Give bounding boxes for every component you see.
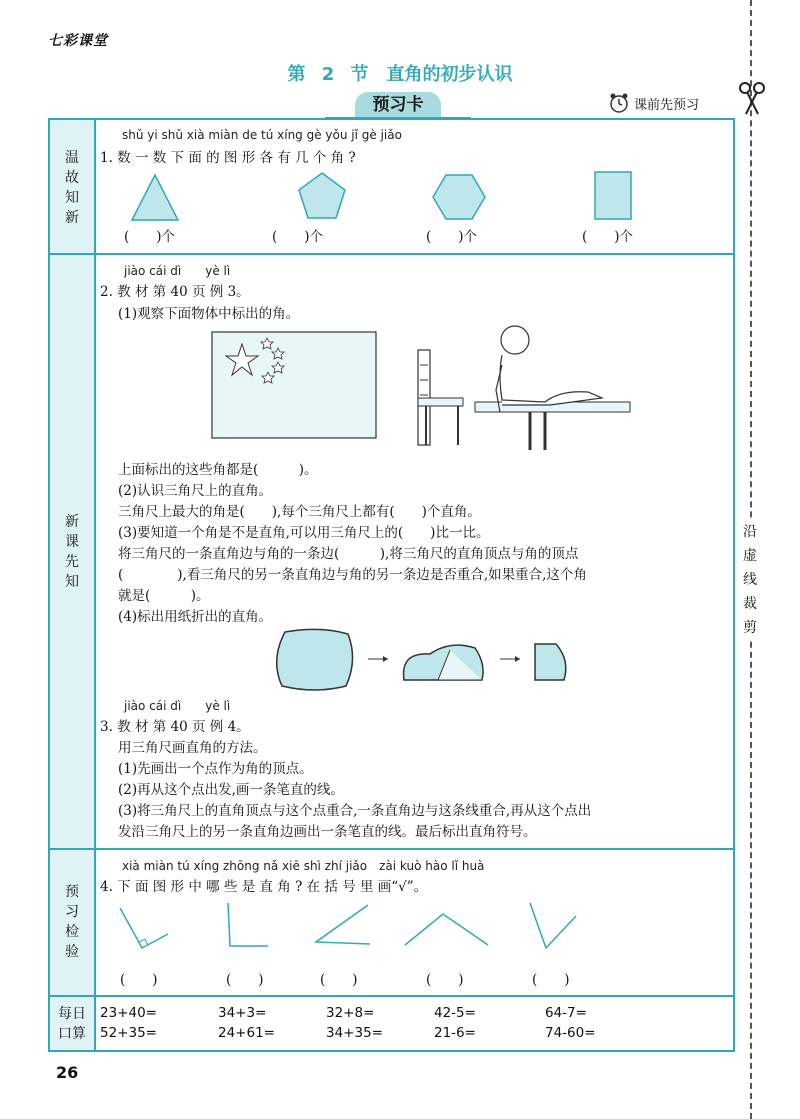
q3-line: (1)先画出一个点作为角的顶点。 (118, 761, 313, 777)
brand-logo: 七彩课堂 (48, 33, 108, 49)
flag-illustration (210, 330, 380, 442)
q1-text: 1. 数 一 数 下 面 的 图 形 各 有 几 个 角 ? (100, 150, 356, 166)
q3-text: 3. 教 材 第 40 页 例 4。 (100, 719, 250, 735)
q1-answer-4[interactable]: ( )个 (582, 229, 634, 245)
section-label-new-lesson (52, 512, 92, 592)
label-char: 温 (65, 150, 79, 166)
q2-line: 三角尺上最大的角是( ),每个三角尺上都有( )个直角。 (118, 504, 481, 520)
q4-answer-3[interactable]: ( ) (320, 972, 358, 988)
q1-answer-3[interactable]: ( )个 (426, 229, 478, 245)
q3-line: 用三角尺画直角的方法。 (118, 740, 267, 756)
quarter-fold-shape (535, 644, 566, 680)
q2-pinyin: jiào cái dì yè lì (124, 264, 231, 278)
q4-answer-1[interactable]: ( ) (120, 972, 158, 988)
card-title: 预习卡 (355, 92, 441, 118)
q2-text: 2. 教 材 第 40 页 例 3。 (100, 284, 250, 300)
q2-line: 就是( )。 (118, 588, 210, 604)
label-char: 预 (65, 884, 79, 900)
angle-figure-2 (228, 903, 268, 946)
angle-figure-3 (316, 905, 370, 944)
cut-char: 虚 (743, 548, 757, 564)
q3-pinyin: jiào cái dì yè lì (124, 699, 231, 713)
daily-calc-item: 21-6= (434, 1025, 476, 1041)
q3-line: 发沿三角尺上的另一条直角边画出一条笔直的线。最后标出直角符号。 (118, 824, 537, 840)
daily-calc-item: 32+8= (326, 1005, 375, 1021)
daily-calc-item: 23+40= (100, 1005, 157, 1021)
q1-answer-2[interactable]: ( )个 (272, 229, 324, 245)
q2-line: (3)要知道一个角是不是直角,可以用三角尺上的( )比一比。 (118, 525, 490, 541)
label-char: 知 (65, 574, 79, 590)
daily-calc-item: 64-7= (545, 1005, 587, 1021)
daily-calc-item: 34+35= (326, 1025, 383, 1041)
cut-instruction (740, 520, 760, 640)
q2-line: (1)观察下面物体中标出的角。 (118, 306, 300, 322)
section-divider (48, 848, 733, 850)
triangle-shape (132, 175, 178, 220)
daily-calc-item: 42-5= (434, 1005, 476, 1021)
daily-calc-item: 34+3= (218, 1005, 267, 1021)
angle-figure-1 (120, 908, 168, 948)
cut-char: 剪 (743, 620, 757, 636)
q2-line: (4)标出用纸折出的直角。 (118, 609, 273, 625)
angle-figure-4 (405, 914, 488, 945)
q4-pinyin: xià miàn tú xíng zhōng nǎ xiē shì zhí jiǎo zài kuò hào lǐ huà (122, 859, 485, 873)
daily-calc-item: 52+35= (100, 1025, 157, 1041)
q4-answer-5[interactable]: ( ) (532, 972, 570, 988)
cut-char: 线 (743, 572, 757, 588)
label-char: 先 (65, 554, 79, 570)
daily-calc-item: 74-60= (545, 1025, 596, 1041)
label-char: 知 (65, 190, 79, 206)
q3-line: (3)将三角尺上的直角顶点与这个点重合,一条直角边与这条线重合,再从这个点出 (118, 803, 592, 819)
angle-figure-5 (530, 903, 576, 948)
page-number: 26 (56, 1063, 79, 1082)
label-char: 验 (65, 944, 79, 960)
q4-angle-figures (110, 900, 590, 955)
pentagon-shape (299, 173, 345, 218)
q1-answer-1[interactable]: ( )个 (124, 229, 176, 245)
alarm-clock-icon (608, 92, 630, 114)
label-char: 口算 (58, 1026, 86, 1042)
daily-calc-item: 24+61= (218, 1025, 275, 1041)
q1-shapes (120, 170, 680, 225)
label-char: 检 (65, 924, 79, 940)
label-char: 新 (65, 514, 79, 530)
label-char: 课 (65, 534, 79, 550)
q4-text: 4. 下 面 图 形 中 哪 些 是 直 角 ? 在 括 号 里 画“√”。 (100, 879, 428, 895)
q2-line: 将三角尺的一条直角边与角的一条边( ),将三角尺的直角顶点与角的顶点 (118, 546, 579, 562)
q2-line: ( ),看三角尺的另一条直角边与角的另一条边是否重合,如果重合,这个角 (118, 567, 587, 583)
preview-badge (608, 92, 699, 114)
q4-answer-2[interactable]: ( ) (226, 972, 264, 988)
label-char: 习 (65, 904, 79, 920)
label-char: 新 (65, 210, 79, 226)
cut-char: 沿 (743, 524, 757, 540)
label-char: 故 (65, 170, 79, 186)
q3-line: (2)再从这个点出发,画一条笔直的线。 (118, 782, 344, 798)
desk-chair-illustration (410, 320, 635, 452)
section-label-check (52, 882, 92, 962)
page-title: 第 2 节 直角的初步认识 (287, 64, 513, 85)
q2-line: (2)认识三角尺上的直角。 (118, 483, 273, 499)
label-char: 每日 (58, 1006, 86, 1022)
paper-fold-illustration (270, 626, 590, 694)
q1-pinyin: shǔ yi shǔ xià miàn de tú xíng gè yǒu jǐ gè jiǎo (122, 128, 402, 142)
hexagon-shape (433, 175, 485, 219)
section-label-review (52, 148, 92, 228)
q4-answer-4[interactable]: ( ) (426, 972, 464, 988)
circle-paper-shape (277, 629, 353, 690)
section-divider (48, 253, 733, 255)
cut-char: 裁 (743, 596, 757, 612)
q2-line: 上面标出的这些角都是( )。 (118, 462, 318, 478)
section-divider (48, 995, 733, 997)
section-label-daily (52, 1004, 92, 1044)
preview-label: 课前先预习 (634, 97, 700, 113)
scissors-icon (738, 80, 766, 116)
rectangle-shape (595, 172, 631, 219)
